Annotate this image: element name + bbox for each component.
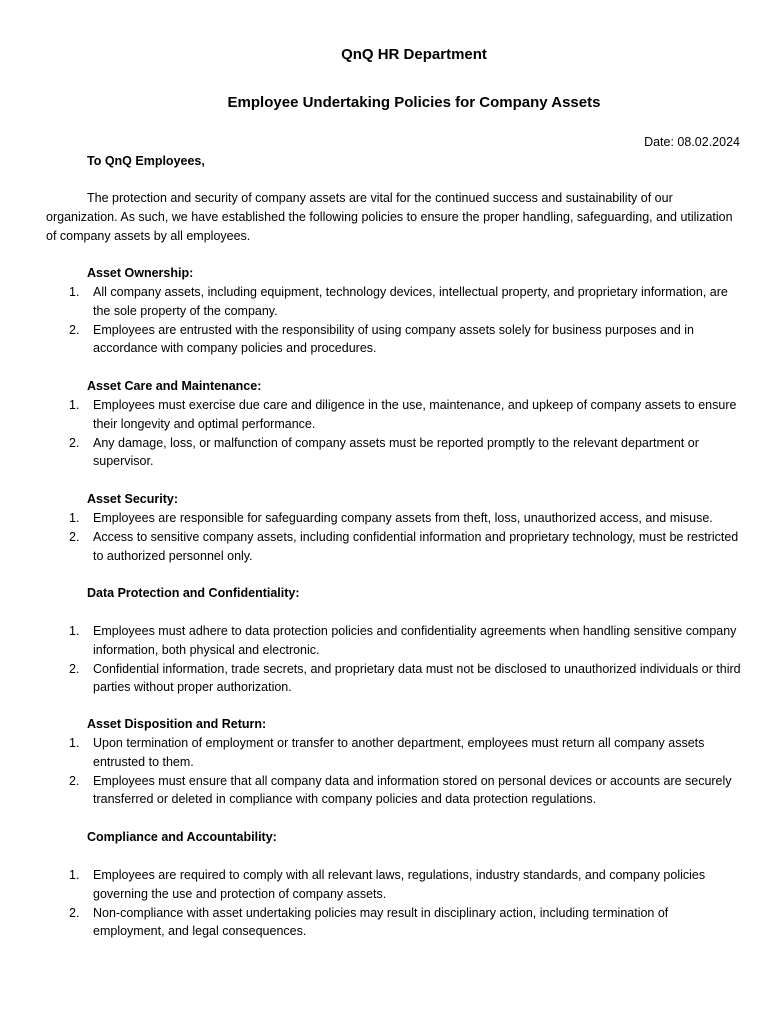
salutation: To QnQ Employees, xyxy=(87,154,205,168)
list-item-text: Employees are required to comply with all relevant laws, regulations, industry standards, and company policies governing the use and protection of company assets. xyxy=(93,868,706,901)
list-number: 1. xyxy=(69,511,80,525)
list-item xyxy=(0,434,768,472)
list-item xyxy=(0,321,768,359)
list-number: 2. xyxy=(69,773,80,788)
list-item xyxy=(0,660,768,698)
list-item-text: Employees must ensure that all company data and information stored on personal devices or accounts are securely transferred or deleted in compliance with company policies and data protection regulations. xyxy=(93,773,732,807)
policy-list xyxy=(0,509,768,565)
list-item xyxy=(0,396,768,434)
list-item-text: Employees must exercise due care and diligence in the use, maintenance, and upkeep of company assets to ensure their longevity and optimal performance. xyxy=(93,398,737,431)
list-item-text: Employees are responsible for safeguarding company assets from theft, loss, unauthorized access, and misuse. xyxy=(93,511,713,525)
list-item-text: Confidential information, trade secrets, and proprietary data must not be disclosed to unauthorized individuals or third parties without proper authorization. xyxy=(93,661,741,695)
policy-list xyxy=(0,622,768,697)
list-item xyxy=(0,904,768,942)
list-number: 2. xyxy=(69,661,80,676)
section-heading: Data Protection and Confidentiality: xyxy=(87,586,300,600)
list-number: 2. xyxy=(69,905,80,920)
list-item-text: Non-compliance with asset undertaking policies may result in disciplinary action, including termination of employment, and legal consequences. xyxy=(93,905,669,939)
policy-list xyxy=(0,866,768,941)
list-item xyxy=(0,734,768,772)
list-number: 2. xyxy=(69,322,80,337)
policy-list xyxy=(0,396,768,471)
policy-list xyxy=(0,283,768,358)
section-heading: Asset Disposition and Return: xyxy=(87,717,267,731)
list-item xyxy=(0,772,768,810)
list-number: 2. xyxy=(69,529,80,544)
section-heading: Compliance and Accountability: xyxy=(87,830,277,844)
list-number: 1. xyxy=(69,736,80,750)
list-item-text: Any damage, loss, or malfunction of company assets must be reported promptly to the relevant department or supervisor. xyxy=(93,435,699,469)
list-item-text: All company assets, including equipment, technology devices, intellectual property, and proprietary information, are the sole property of the company. xyxy=(93,285,728,318)
department-title: QnQ HR Department xyxy=(341,46,487,63)
list-number: 1. xyxy=(69,868,80,882)
section-heading: Asset Care and Maintenance: xyxy=(87,379,262,393)
list-item xyxy=(0,866,768,904)
list-item xyxy=(0,283,768,321)
policy-list xyxy=(0,734,768,809)
list-item xyxy=(0,622,768,660)
list-item-text: Employees are entrusted with the responsibility of using company assets solely for business purposes and in accordance with company policies and procedures. xyxy=(93,322,695,356)
section-heading: Asset Security: xyxy=(87,492,179,506)
list-number: 1. xyxy=(69,398,80,412)
list-item-text: Employees must adhere to data protection policies and confidentiality agreements when handling sensitive company information, both physical and electronic. xyxy=(93,624,737,657)
document-title: Employee Undertaking Policies for Company Assets xyxy=(227,94,601,111)
list-number: 1. xyxy=(69,624,80,638)
list-number: 1. xyxy=(69,285,80,299)
list-item xyxy=(0,509,768,528)
list-item xyxy=(0,528,768,566)
list-number: 2. xyxy=(69,435,80,450)
section-heading: Asset Ownership: xyxy=(87,266,194,280)
intro-paragraph: The protection and security of company assets are vital for the continued success and sustainability of our organization. As such, we have established the following policies to ensure the proper handling, safeguarding, and utilization of company assets by all employees. xyxy=(46,191,733,243)
document-date: Date: 08.02.2024 xyxy=(644,135,740,149)
list-item-text: Upon termination of employment or transfer to another department, employees must return all company assets entrusted to them. xyxy=(93,736,705,769)
list-item-text: Access to sensitive company assets, including confidential information and proprietary technology, must be restricted to authorized personnel only. xyxy=(93,529,739,563)
